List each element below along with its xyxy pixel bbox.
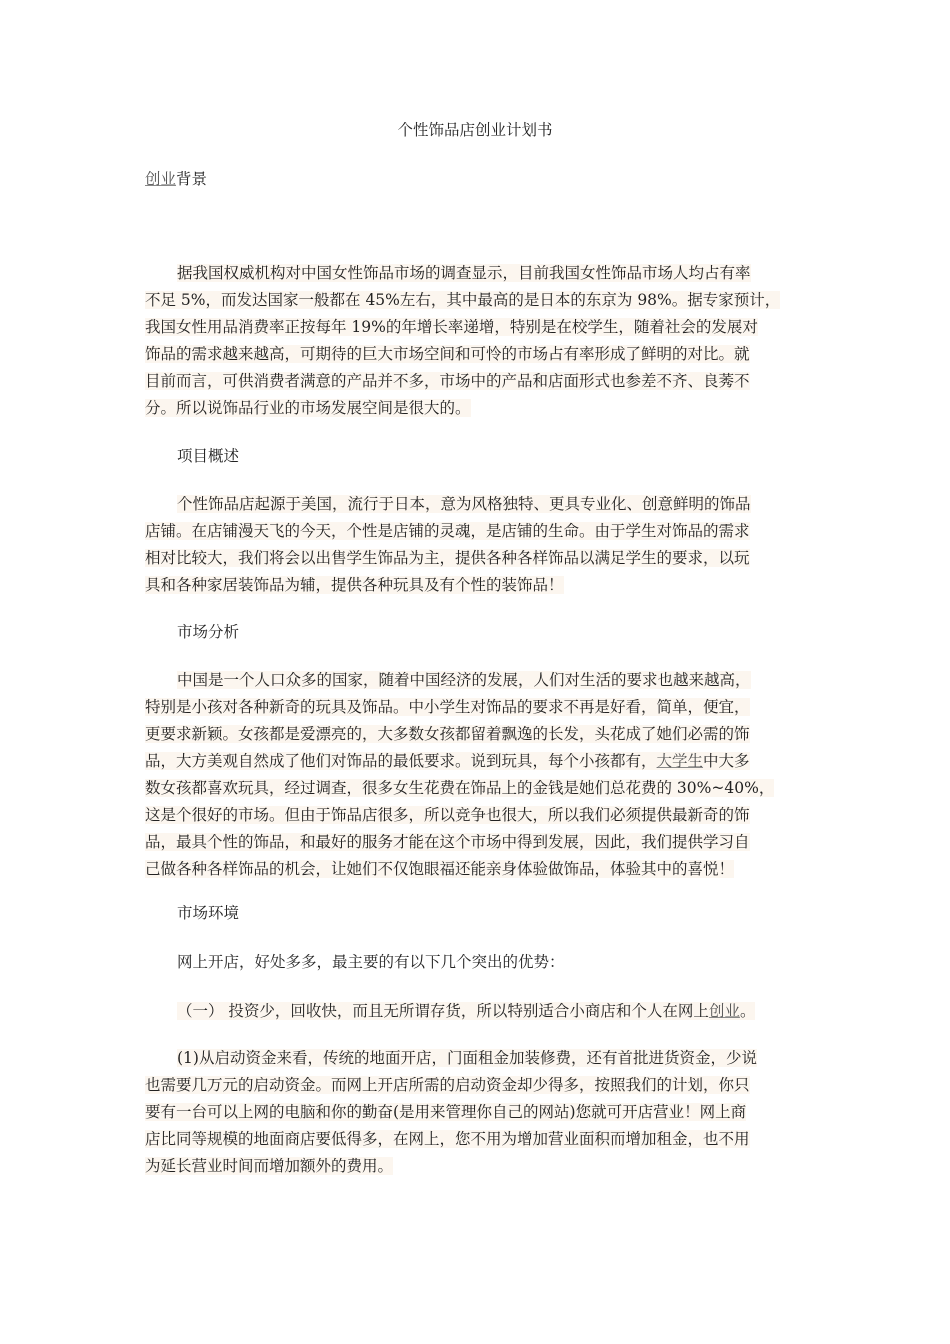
text-line: 店铺。在店铺漫天飞的今天，个性是店铺的灵魂，是店铺的生命。由于学生对饰品的需求 [145, 522, 750, 540]
text-line: 店比同等规模的地面商店要低得多，在网上，您不用为增加营业面积而增加租金，也不用 [145, 1130, 750, 1148]
text-line: 也需要几万元的启动资金。而网上开店所需的启动资金却少得多，按照我们的计划，你只 [145, 1076, 750, 1094]
paragraph-online-store: 网上开店，好处多多，最主要的有以下几个突出的优势： [177, 953, 565, 971]
text-line: (1)从启动资金来看，传统的地面开店，门面租金加装修费，还有首批进货资金，少说 [177, 1049, 757, 1067]
text-line: 。 [739, 1002, 756, 1020]
text-line: 据我国权威机构对中国女性饰品市场的调查显示，目前我国女性饰品市场人均占有率 [177, 264, 751, 282]
heading-background [145, 166, 815, 193]
text-line: 个性饰品店起源于美国，流行于日本，意为风格独特、更具专业化、创意鲜明的饰品 [177, 495, 751, 513]
text-line: 品，大方美观自然成了他们对饰品的最低要求。说到玩具，每个小孩都有， [145, 752, 657, 770]
text-line: 这是个很好的市场。但由于饰品店很多，所以竞争也很大，所以我们必须提供最新奇的饰 [145, 806, 750, 824]
paragraph-market-analysis [145, 667, 815, 883]
text-line: 特别是小孩对各种新奇的玩具及饰品。中小学生对饰品的要求不再是好看，简单，便宜， [145, 698, 750, 716]
text-line: 要有一台可以上网的电脑和你的勤奋(是用来管理你自己的网站)您就可开店营业！网上商 [145, 1103, 747, 1121]
text-line: 中大多 [703, 752, 750, 770]
text-line: 中国是一个人口众多的国家，随着中国经济的发展，人们对生活的要求也越来越高， [177, 671, 751, 689]
paragraph-background [145, 260, 815, 422]
text-line: 我国女性用品消费率正按每年 19%的年增长率递增，特别是在校学生，随着社会的发展对 [145, 318, 758, 336]
text-line: （一） 投资少，回收快，而且无所谓存货，所以特别适合小商店和个人在网上 [177, 1002, 709, 1020]
text-line: 己做各种各样饰品的机会，让她们不仅饱眼福还能亲身体验做饰品，体验其中的喜悦！ [145, 860, 735, 878]
text-line: 饰品的需求越来越高，可期待的巨大市场空间和可怜的市场占有率形成了鲜明的对比。就 [145, 345, 750, 363]
link-chuangye[interactable]: 创业 [145, 170, 177, 188]
text-line: 具和各种家居装饰品为辅，提供各种玩具及有个性的装饰品！ [145, 576, 564, 594]
heading-text: 背景 [176, 170, 208, 188]
text-line: 目前而言，可供消费者满意的产品并不多，市场中的产品和店面形式也参差不齐、良莠不 [145, 372, 750, 390]
text-line: 更要求新颖。女孩都是爱漂亮的，大多数女孩都留着飘逸的长发，头花成了她们必需的饰 [145, 725, 750, 743]
link-chuangye-2[interactable]: 创业 [708, 1002, 740, 1020]
heading-market-analysis: 市场分析 [177, 623, 240, 641]
document-title: 个性饰品店创业计划书 [397, 121, 553, 139]
paragraph-overview [145, 491, 815, 599]
heading-overview: 项目概述 [177, 447, 240, 465]
text-line: 分。所以说饰品行业的市场发展空间是很大的。 [145, 399, 471, 417]
link-daxuesheng[interactable]: 大学生 [656, 752, 704, 770]
text-line: 为延长营业时间而增加额外的费用。 [145, 1157, 394, 1175]
text-line: 数女孩都喜欢玩具，经过调查，很多女生花费在饰品上的金钱是她们总花费的 30%~40%， [145, 779, 775, 797]
heading-market-environment: 市场环境 [177, 904, 240, 922]
paragraph-startup-capital [145, 1045, 815, 1180]
text-line: 相对比较大，我们将会以出售学生饰品为主，提供各种各样饰品以满足学生的要求，以玩 [145, 549, 750, 567]
text-line: 品，最具个性的饰品，和最好的服务才能在这个市场中得到发展，因此，我们提供学习自 [145, 833, 750, 851]
text-line: 不足 5%，而发达国家一般都在 45%左右，其中最高的是日本的东京为 98%。据专家预计， [145, 291, 781, 309]
paragraph-advantage-1 [145, 998, 815, 1025]
